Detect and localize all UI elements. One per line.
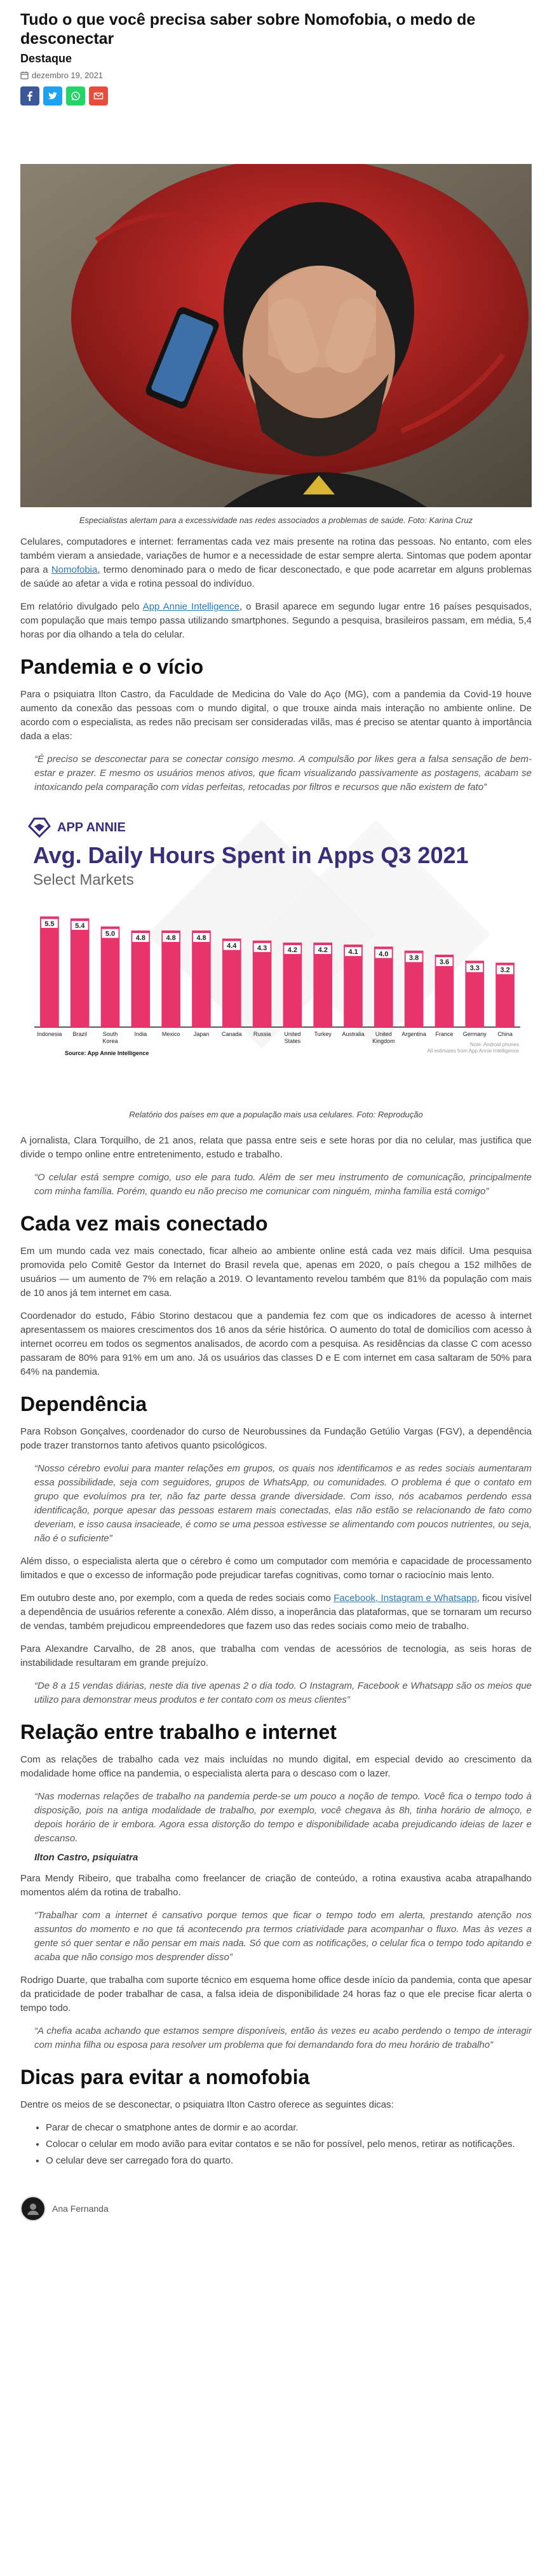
- chart-caption: Relatório dos países em que a população mais usa celulares. Foto: Reprodução: [129, 1110, 423, 1119]
- chart-bar: [374, 946, 393, 1027]
- article-category[interactable]: Destaque: [20, 52, 72, 65]
- robson-quote: “Nosso cérebro evolui para manter relações em grupos, os quais nos identificamos e as redes sociais aumentaram essa possibilidade, seja com seguidores, grupos de WhatsApp, ou comunidades. O problema é que o contato em grupo que evoluímos pra ter, não faz parte dessa grande diversidade. Com isso, nós acabamos perdendo essa identificação, porque apesar das pessoas estarem mais conectadas, elas não estão se relacionando de fato como deveriam, e isso causa insacieade, é como se uma pessoa estivesse se alimentando com poucos nutrientes, ou seja, não é o suficiente”: [34, 1463, 532, 1544]
- quote-attribution: Ilton Castro, psiquiatra: [34, 1852, 138, 1863]
- chart-subtitle: Select Markets: [33, 871, 134, 889]
- hero-photo: [20, 164, 532, 507]
- chart-data-label: 3.3: [469, 964, 480, 972]
- chart-tick-label: Brazil: [72, 1031, 87, 1037]
- avatar[interactable]: [20, 2196, 46, 2221]
- facebook-icon: [25, 91, 35, 101]
- tips-list: [46, 2121, 532, 2168]
- chart-bar: [161, 930, 180, 1027]
- chart-data-label: 3.2: [500, 966, 510, 974]
- date-text: dezembro 19, 2021: [32, 71, 104, 80]
- clara-quote: “O celular está sempre comigo, uso ele para tudo. Além de ser meu instrumento de comunicação, principalmente com minha família. Porém, quando eu não preciso me comunicar com ninguém, minha família está comigo”: [34, 1172, 532, 1197]
- trabalho-paragraph-3: Rodrigo Duarte, que trabalha com suporte técnico em esquema home office desde início da pandemia, conta que apesar da praticidade de poder trabalhar de casa, a falsa ideia de disponibilidade 24 horas faz o que ele precise ficar alerta o tempo todo.: [20, 1975, 532, 2014]
- section-heading-dicas: Dicas para evitar a nomofobia: [20, 2066, 310, 2089]
- pandemia-paragraph: Para o psiquiatra Ilton Castro, da Faculdade de Medicina do Vale do Aço (MG), com a pandemia da Covid-19 houve aumento da conexão das pessoas com o mundo digital, o que trouxe ainda mais interação no ambiente online. De acordo com o especialista, as redes não precisam ser consideradas vilãs, mas é preciso se atentar quanto à importância dada a elas:: [20, 689, 532, 742]
- nomofobia-link[interactable]: Nomofobia: [51, 564, 98, 575]
- author-name[interactable]: Ana Fernanda: [52, 2204, 109, 2214]
- conectado-paragraph-1: Em um mundo cada vez mais conectado, ficar alheio ao ambiente online está cada vez mais difícil. Uma pesquisa promovida pelo Comitê Gestor da Internet do Brasil revela que, apenas em 2020, o país chegou a 152 milhões de usuários — um aumento de 7% em relação a 2019. O levantamento revelou também que 81% da população com mais de 10 anos já tem internet em casa.: [20, 1246, 532, 1298]
- trabalho-paragraph-1: Com as relações de trabalho cada vez mais incluídas no mundo digital, em especial devido ao crescimento da modalidade home office na pandemia, o especialista alerta para o descaso com o lazer.: [20, 1754, 532, 1779]
- section-heading-conectado: Cada vez mais conectado: [20, 1212, 268, 1235]
- chart-tick-label: India: [134, 1031, 147, 1037]
- app-annie-link[interactable]: App Annie Intelligence: [142, 601, 239, 612]
- chart-data-label: 5.0: [105, 930, 116, 938]
- dependencia-paragraph-2: Além disso, o especialista alerta que o cérebro é como um computador com memória e capacidade de processamento limitados e que o excesso de informação pode prejudicar tarefas cognitivas, como tornar o raciocínio mais lento.: [20, 1556, 532, 1581]
- chart-tick-label: Germany: [462, 1031, 487, 1037]
- chart-data-label: 4.1: [348, 948, 358, 957]
- alexandre-quote: “De 8 a 15 vendas diárias, neste dia tive apenas 2 o dia todo. O Instagram, Facebook e Whatsapp são os meios que utilizo para demonstrar meus produtos e ter contato com os meus clientes”: [34, 1680, 532, 1705]
- section-heading-dependencia: Dependência: [20, 1393, 147, 1415]
- chart-data-label: 4.2: [287, 946, 298, 954]
- facebook-share-button[interactable]: [20, 86, 39, 106]
- pandemia-quote: “É preciso se desconectar para se conectar consigo mesmo. A compulsão por likes gera a falsa sensação de bem-estar e prazer. E mesmo os usuários menos ativos, que ficam visualizando passivamente as postagens, acabam se intoxicando pela comparação com vidas perfeitas, retocadas por filtros e recursos que não existem de fato”: [34, 754, 532, 793]
- hero-caption: Especialistas alertam para a excessividade nas redes associados a problemas de saúde. Foto: Karina Cruz: [79, 515, 473, 525]
- chart-data-label: 4.2: [318, 946, 328, 954]
- chart-tick-label: Japan: [193, 1031, 210, 1037]
- chart-bar: [222, 939, 241, 1027]
- chart-tick-label: Australia: [342, 1031, 365, 1037]
- chart-tick-label: Mexico: [161, 1031, 180, 1037]
- chart-tick-label: Indonesia: [37, 1031, 62, 1037]
- chart-tick-label: Korea: [102, 1038, 118, 1044]
- dependencia-paragraph-1: Para Robson Gonçalves, coordenador do curso de Neurobussines da Fundação Getúlio Vargas (FGV), a dependência pode trazer transtornos tanto afetivos quanto psicológicos.: [20, 1426, 532, 1451]
- chart-data-label: 4.3: [257, 944, 267, 952]
- mendy-quote: “Trabalhar com a internet é cansativo porque temos que ficar o tempo todo em alerta, prestando atenção nos assuntos do momento e no que tá acontecendo pra termos criatividade para acompanhar o fluxo. Mas às vezes a gente só quer sentar e não pensar em mais nada. Só que com as notificações, o celular fica o tempo todo apitando e acaba que não consigo mos desprender disso”: [34, 1910, 532, 1963]
- rodrigo-quote: “A chefia acaba achando que estamos sempre disponíveis, então às vezes eu acabo perdendo o tempo de interagir com minha filha ou esposa para resolver um problema que foi demandando fora do meu horário de trabalho”: [34, 2026, 532, 2050]
- chart-data-label: 5.4: [75, 922, 85, 930]
- redes-sociais-link[interactable]: Facebook, Instagram e Whatsapp: [333, 1593, 477, 1604]
- twitter-share-button[interactable]: [43, 86, 62, 106]
- chart-data-label: 4.8: [196, 934, 206, 942]
- chart-bar: [344, 944, 363, 1027]
- chart-tick-label: France: [435, 1031, 454, 1037]
- chart-data-label: 3.6: [439, 958, 450, 966]
- chart-data-label: 3.8: [409, 954, 419, 962]
- whatsapp-share-button[interactable]: [66, 86, 85, 106]
- chart-data-label: 4.8: [135, 934, 145, 942]
- share-buttons: [20, 86, 532, 106]
- chart-tick-label: Turkey: [314, 1031, 332, 1037]
- list-item: • Parar de checar o smatphone antes de dormir e ao acordar.: [46, 2121, 532, 2135]
- intro-paragraph-2: Em relatório divulgado pelo App Annie Intelligence, o Brasil aparece em segundo lugar entre 16 países pesquisados, com população que mais tempo passa utilizando smartphones. Segundo a pesquisa, brasileiros passam, em média, 5,4 horas por dia olhando a tela do celular.: [20, 601, 532, 640]
- author-box[interactable]: [20, 2196, 532, 2221]
- author-avatar-icon: [25, 2201, 41, 2216]
- section-heading-trabalho: Relação entre trabalho e internet: [20, 1721, 337, 1743]
- chart-bar: [253, 941, 272, 1027]
- chart-data-label: 4.0: [379, 950, 389, 958]
- ilton-quote: “Nas modernas relações de trabalho na pandemia perde-se um pouco a noção de tempo. Você fica o tempo todo à disposição, pois na antiga modalidade de trabalho, por exemplo, você chegava às 8h, tinha horário de almoço, e depois horário de ir embora. Agora essa distorção do tempo e disponibilidade acaba prejudicando ideias de lazer e descanso.: [34, 1791, 532, 1844]
- trabalho-paragraph-2: Para Mendy Ribeiro, que trabalha como freelancer de criação de conteúdo, a rotina exaustiva acaba atrapalhando momentos além da rotina de trabalho.: [20, 1873, 532, 1898]
- conectado-paragraph-2: Coordenador do estudo, Fábio Storino destacou que a pandemia fez com que os indicadores de acesso à internet apresentassem os maiores crescimentos dos 16 anos da série histórica. O aumento do total de domicílios com acesso à internet ocorreu em todos os segmentos analisados, de acordo com a pesquisa. As residências da classe C com acesso passaram de 80% para 91% em um ano. Já os usuários das classes D e E com internet em casa saltaram de 50% para 64% na pandemia.: [20, 1311, 532, 1377]
- list-item: • Colocar o celular em modo avião para evitar contatos e se não for possível, pelo menos, retirar as notificações.: [46, 2137, 532, 2151]
- intro-paragraph-1: Celulares, computadores e internet: ferramentas cada vez mais presente na rotina das pessoas. No entanto, com eles também vieram a ansiedade, variações de humor e a necessidade de estar sempre alerta. Sintomas que podem apontar para a Nomofobia, termo denominado para o medo de ficar desconectado, e que pode acarretar em alguns problemas de saúde ao afetar a vida e rotina pessoal do indivíduo.: [20, 536, 532, 589]
- chart-bar: [131, 930, 151, 1027]
- chart-tick-label: States: [284, 1038, 301, 1044]
- chart-bar: [405, 951, 424, 1027]
- chart-figure: [20, 807, 532, 1125]
- whatsapp-icon: [71, 91, 81, 101]
- section-heading-pandemia: Pandemia e o vício: [20, 655, 204, 678]
- chart-tick-label: South: [102, 1031, 118, 1037]
- list-item: • O celular deve ser carregado fora do quarto.: [46, 2154, 532, 2168]
- chart-tick-label: Russia: [253, 1031, 271, 1037]
- app-annie-chart: [20, 807, 532, 1125]
- chart-source: Source: App Annie Intelligence: [65, 1050, 149, 1056]
- chart-bar: [101, 927, 120, 1027]
- article-date: [20, 71, 532, 80]
- chart-bar: [40, 917, 59, 1027]
- email-share-button[interactable]: [89, 86, 108, 106]
- twitter-icon: [48, 91, 58, 101]
- hero-figure: [20, 164, 532, 526]
- article-title: Tudo o que você precisa saber sobre Nomofobia, o medo de desconectar: [20, 11, 476, 48]
- calendar-icon: [20, 71, 29, 79]
- chart-bar: [71, 918, 90, 1027]
- chart-svg: [20, 807, 532, 1080]
- chart-bar: [313, 943, 332, 1027]
- chart-note-2: All estimates from App Annie Intelligence: [427, 1048, 519, 1054]
- dicas-paragraph: Dentre os meios de se desconectar, o psiquiatra Ilton Castro oferece as seguintes dicas:: [20, 2099, 394, 2110]
- chart-tick-label: China: [497, 1031, 513, 1037]
- chart-tick-label: Kingdom: [372, 1038, 395, 1044]
- app-annie-logo: [29, 819, 126, 836]
- chart-note: Note: Android phones: [470, 1042, 519, 1047]
- chart-data-label: 4.8: [166, 934, 176, 942]
- article-header: [20, 0, 532, 106]
- chart-data-label: 4.4: [227, 942, 237, 950]
- hero-photo-illustration: [20, 164, 532, 507]
- chart-tick-label: Argentina: [401, 1031, 426, 1037]
- chart-data-label: 5.5: [44, 920, 55, 928]
- chart-bar: [283, 943, 302, 1027]
- clara-paragraph: A jornalista, Clara Torquilho, de 21 anos, relata que passa entre seis e sete horas por dia no celular, mas justifica que divide o tempo online entre entretenimento, estudo e trabalho.: [20, 1135, 532, 1160]
- chart-tick-label: United: [375, 1031, 392, 1037]
- chart-title: Avg. Daily Hours Spent in Apps Q3 2021: [33, 842, 469, 868]
- chart-tick-label: United: [284, 1031, 301, 1037]
- chart-tick-label: Canada: [222, 1031, 242, 1037]
- dependencia-paragraph-4: Para Alexandre Carvalho, de 28 anos, que trabalha com vendas de acessórios de tecnologia, as seis horas de instabilidade resultaram em grande prejuízo.: [20, 1644, 532, 1668]
- dependencia-paragraph-3: Em outubro deste ano, por exemplo, com a queda de redes sociais como Facebook, Instagram e Whatsapp, ficou visível a dependência de usuários referente a conexão. Além disso, a inoperância das plataformas, que se tornaram um recurso de vendas, também prejudicou empreendedores que fazem uso das redes sociais como meio de trabalho.: [20, 1593, 532, 1632]
- mail-icon: [93, 91, 104, 101]
- chart-brand: APP ANNIE: [57, 821, 126, 835]
- chart-bar: [192, 930, 211, 1027]
